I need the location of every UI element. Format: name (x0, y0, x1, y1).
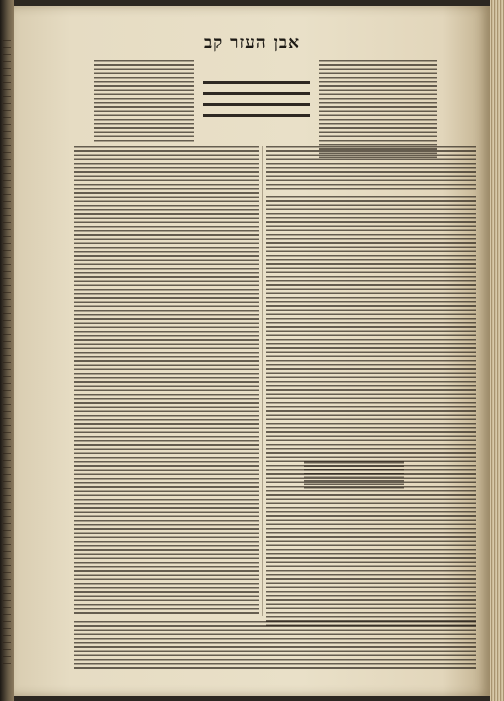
commentary-block-top-left (94, 60, 194, 142)
main-text-line (203, 114, 310, 117)
commentary-block-top-right (319, 60, 437, 160)
commentary-column-right (266, 196, 476, 626)
folio-heading: אבן העזר קב (203, 33, 301, 53)
page-header (192, 33, 312, 55)
main-text-line (203, 92, 310, 95)
commentary-block-bottom (74, 621, 476, 669)
column-divider (262, 146, 263, 616)
footnote-box (304, 461, 404, 490)
main-text-line (203, 81, 310, 84)
main-text-line (203, 103, 310, 106)
main-text-block (199, 64, 314, 134)
facing-page-text (3, 40, 11, 670)
book-page (14, 6, 490, 696)
commentary-block-right-upper (266, 146, 476, 192)
page-stack-edge (490, 0, 504, 701)
facing-page-edge (0, 0, 14, 701)
commentary-column-left (74, 146, 259, 616)
